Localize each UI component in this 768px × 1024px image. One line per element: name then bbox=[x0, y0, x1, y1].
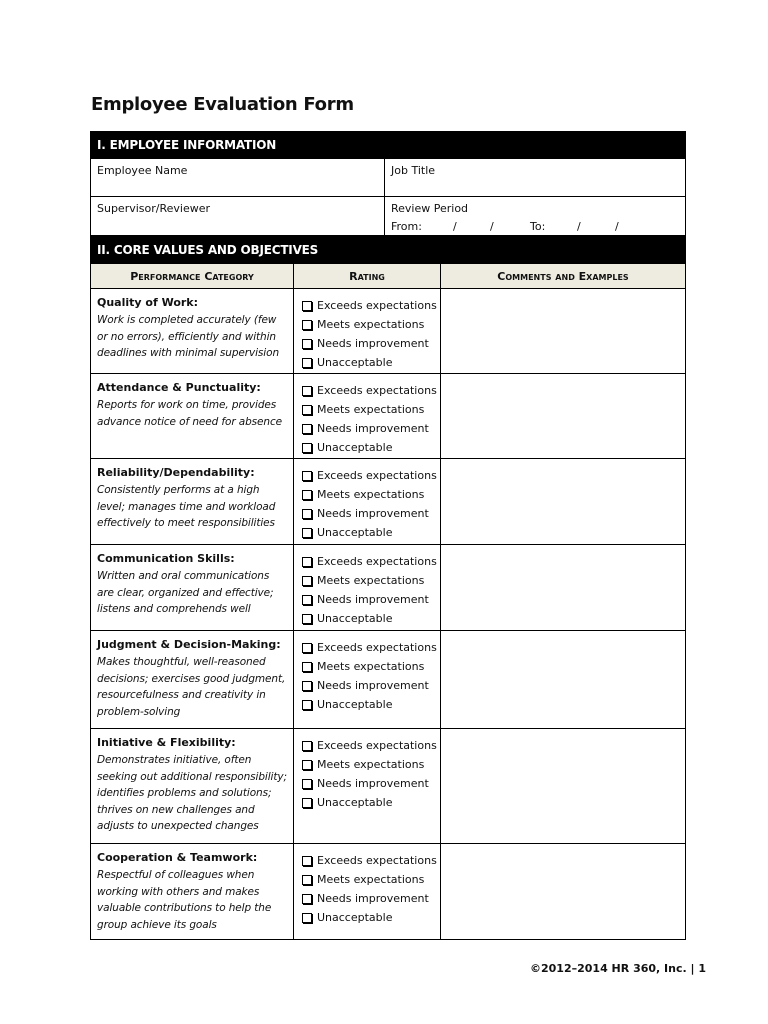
comments-cell[interactable] bbox=[441, 459, 685, 544]
category-rows bbox=[90, 289, 686, 940]
to-slash-1: / bbox=[577, 220, 581, 233]
review-period-field[interactable] bbox=[385, 197, 685, 235]
category-description: Makes thoughtful, well-reasoned decisions; exercises good judgment, resourcefulness and creativity in problem-solving bbox=[97, 656, 286, 718]
checkbox-icon[interactable] bbox=[302, 358, 312, 368]
performance-category-cell bbox=[91, 844, 294, 939]
category-description: Work is completed accurately (few or no errors), efficiently and within deadlines with minimal supervision bbox=[97, 314, 279, 359]
employee-name-label: Employee Name bbox=[97, 164, 188, 177]
rating-option-label: Needs improvement bbox=[317, 777, 429, 790]
category-description: Consistently performs at a high level; manages time and workload effectively to meet responsibilities bbox=[97, 484, 276, 529]
category-title: Cooperation & Teamwork: bbox=[97, 851, 258, 864]
rating-option[interactable] bbox=[302, 590, 440, 609]
checkbox-icon[interactable] bbox=[302, 662, 312, 672]
category-description: Written and oral communications are clear, organized and effective; listens and comprehends well bbox=[97, 570, 274, 615]
rating-option-label: Exceeds expectations bbox=[317, 299, 437, 312]
table-row bbox=[90, 844, 686, 940]
section-employee-information-heading: I. EMPLOYEE INFORMATION bbox=[90, 131, 686, 159]
rating-option-label: Exceeds expectations bbox=[317, 641, 437, 654]
rating-option[interactable] bbox=[302, 851, 440, 870]
table-row bbox=[90, 289, 686, 374]
checkbox-icon[interactable] bbox=[302, 528, 312, 538]
review-period-label: Review Period bbox=[391, 202, 469, 215]
rating-option[interactable] bbox=[302, 908, 440, 927]
comments-cell[interactable] bbox=[441, 374, 685, 458]
rating-option-label: Meets expectations bbox=[317, 318, 425, 331]
rating-cell bbox=[294, 631, 441, 728]
category-title: Judgment & Decision-Making: bbox=[97, 638, 281, 651]
rating-option[interactable] bbox=[302, 400, 440, 419]
checkbox-icon[interactable] bbox=[302, 700, 312, 710]
rating-option-label: Meets expectations bbox=[317, 660, 425, 673]
info-row-supervisor-period bbox=[90, 197, 686, 236]
checkbox-icon[interactable] bbox=[302, 681, 312, 691]
rating-option-label: Exceeds expectations bbox=[317, 555, 437, 568]
supervisor-field[interactable] bbox=[91, 197, 385, 235]
rating-option-label: Unacceptable bbox=[317, 612, 393, 625]
rating-option-label: Unacceptable bbox=[317, 911, 393, 924]
from-slash-1: / bbox=[453, 220, 457, 233]
rating-cell bbox=[294, 374, 441, 458]
performance-category-cell bbox=[91, 289, 294, 373]
performance-category-cell bbox=[91, 545, 294, 630]
rating-option-label: Needs improvement bbox=[317, 422, 429, 435]
rating-option[interactable] bbox=[302, 657, 440, 676]
checkbox-icon[interactable] bbox=[302, 894, 312, 904]
from-label: From: bbox=[391, 220, 422, 233]
performance-category-cell bbox=[91, 459, 294, 544]
checkbox-icon[interactable] bbox=[302, 595, 312, 605]
footer-copyright: ©2012–2014 HR 360, Inc. | 1 bbox=[530, 962, 706, 975]
rating-cell bbox=[294, 729, 441, 843]
checkbox-icon[interactable] bbox=[302, 339, 312, 349]
rating-cell bbox=[294, 289, 441, 373]
rating-option[interactable] bbox=[302, 755, 440, 774]
table-row bbox=[90, 459, 686, 545]
rating-option-label: Unacceptable bbox=[317, 698, 393, 711]
rating-option-label: Unacceptable bbox=[317, 441, 393, 454]
rating-option-label: Unacceptable bbox=[317, 526, 393, 539]
rating-cell bbox=[294, 545, 441, 630]
supervisor-label: Supervisor/Reviewer bbox=[97, 202, 211, 215]
job-title-field[interactable] bbox=[385, 159, 685, 196]
checkbox-icon[interactable] bbox=[302, 301, 312, 311]
job-title-label: Job Title bbox=[391, 164, 436, 177]
to-slash-2: / bbox=[615, 220, 619, 233]
category-title: Communication Skills: bbox=[97, 552, 235, 565]
checkbox-icon[interactable] bbox=[302, 424, 312, 434]
rating-option-label: Meets expectations bbox=[317, 574, 425, 587]
rating-option[interactable] bbox=[302, 334, 440, 353]
comments-cell[interactable] bbox=[441, 545, 685, 630]
category-title: Initiative & Flexibility: bbox=[97, 736, 236, 749]
rating-option[interactable] bbox=[302, 609, 440, 628]
rating-option[interactable] bbox=[302, 774, 440, 793]
table-row bbox=[90, 374, 686, 459]
checkbox-icon[interactable] bbox=[302, 875, 312, 885]
rating-option-label: Meets expectations bbox=[317, 873, 425, 886]
rating-option[interactable] bbox=[302, 695, 440, 714]
checkbox-icon[interactable] bbox=[302, 509, 312, 519]
checkbox-icon[interactable] bbox=[302, 798, 312, 808]
rating-option-label: Needs improvement bbox=[317, 593, 429, 606]
rating-option[interactable] bbox=[302, 552, 440, 571]
rating-option[interactable] bbox=[302, 419, 440, 438]
checkbox-icon[interactable] bbox=[302, 741, 312, 751]
review-period-dates bbox=[391, 220, 679, 233]
rating-option-label: Needs improvement bbox=[317, 679, 429, 692]
rating-option[interactable] bbox=[302, 676, 440, 695]
column-header-rating: Rating bbox=[294, 264, 441, 288]
rating-option[interactable] bbox=[302, 438, 440, 457]
rating-option-label: Meets expectations bbox=[317, 758, 425, 771]
to-label: To: bbox=[530, 220, 546, 233]
rating-option[interactable] bbox=[302, 381, 440, 400]
performance-category-cell bbox=[91, 631, 294, 728]
rating-option-label: Meets expectations bbox=[317, 403, 425, 416]
page-title: Employee Evaluation Form bbox=[91, 94, 354, 115]
rating-option[interactable] bbox=[302, 353, 440, 372]
rating-option-label: Needs improvement bbox=[317, 507, 429, 520]
checkbox-icon[interactable] bbox=[302, 614, 312, 624]
checkbox-icon[interactable] bbox=[302, 443, 312, 453]
column-header-performance-category: Performance Category bbox=[91, 264, 294, 288]
column-header-comments: Comments and Examples bbox=[497, 269, 629, 283]
checkbox-icon[interactable] bbox=[302, 913, 312, 923]
info-row-name-title bbox=[90, 159, 686, 197]
rating-option[interactable] bbox=[302, 315, 440, 334]
rating-option[interactable] bbox=[302, 638, 440, 657]
rating-option[interactable] bbox=[302, 889, 440, 908]
table-header-row bbox=[90, 264, 686, 289]
rating-cell bbox=[294, 844, 441, 939]
rating-option-label: Exceeds expectations bbox=[317, 739, 437, 752]
rating-option[interactable] bbox=[302, 736, 440, 755]
rating-option-label: Meets expectations bbox=[317, 488, 425, 501]
from-slash-2: / bbox=[490, 220, 494, 233]
comments-cell[interactable] bbox=[441, 289, 685, 373]
checkbox-icon[interactable] bbox=[302, 643, 312, 653]
comments-cell[interactable] bbox=[441, 844, 685, 939]
rating-option-label: Exceeds expectations bbox=[317, 384, 437, 397]
evaluation-form bbox=[90, 131, 686, 940]
section-core-values-heading: II. CORE VALUES AND OBJECTIVES bbox=[90, 236, 686, 264]
performance-category-cell bbox=[91, 729, 294, 843]
category-title: Quality of Work: bbox=[97, 296, 199, 309]
table-row bbox=[90, 729, 686, 844]
rating-option-label: Needs improvement bbox=[317, 337, 429, 350]
checkbox-icon[interactable] bbox=[302, 856, 312, 866]
rating-option[interactable] bbox=[302, 793, 440, 812]
checkbox-icon[interactable] bbox=[302, 557, 312, 567]
checkbox-icon[interactable] bbox=[302, 760, 312, 770]
rating-option[interactable] bbox=[302, 466, 440, 485]
category-description: Respectful of colleagues when working with others and makes valuable contributions to help the group achieve its goals bbox=[97, 869, 272, 931]
comments-cell[interactable] bbox=[441, 631, 685, 728]
rating-option-label: Exceeds expectations bbox=[317, 854, 437, 867]
checkbox-icon[interactable] bbox=[302, 779, 312, 789]
category-description: Reports for work on time, provides advance notice of need for absence bbox=[97, 399, 282, 428]
category-title: Attendance & Punctuality: bbox=[97, 381, 261, 394]
performance-category-cell bbox=[91, 374, 294, 458]
employee-name-field[interactable] bbox=[91, 159, 385, 196]
checkbox-icon[interactable] bbox=[302, 471, 312, 481]
rating-option-label: Needs improvement bbox=[317, 892, 429, 905]
checkbox-icon[interactable] bbox=[302, 386, 312, 396]
rating-option[interactable] bbox=[302, 523, 440, 542]
rating-option-label: Unacceptable bbox=[317, 356, 393, 369]
rating-option[interactable] bbox=[302, 504, 440, 523]
category-description: Demonstrates initiative, often seeking out additional responsibility; identifies problems and solutions; thrives on new challenges and adjusts to unexpected changes bbox=[97, 754, 287, 832]
rating-option-label: Unacceptable bbox=[317, 796, 393, 809]
comments-cell[interactable] bbox=[441, 729, 685, 843]
checkbox-icon[interactable] bbox=[302, 405, 312, 415]
rating-option-label: Exceeds expectations bbox=[317, 469, 437, 482]
checkbox-icon[interactable] bbox=[302, 490, 312, 500]
rating-option[interactable] bbox=[302, 485, 440, 504]
rating-cell bbox=[294, 459, 441, 544]
table-row bbox=[90, 545, 686, 631]
table-row bbox=[90, 631, 686, 729]
rating-option[interactable] bbox=[302, 571, 440, 590]
checkbox-icon[interactable] bbox=[302, 576, 312, 586]
checkbox-icon[interactable] bbox=[302, 320, 312, 330]
rating-option[interactable] bbox=[302, 296, 440, 315]
rating-option[interactable] bbox=[302, 870, 440, 889]
category-title: Reliability/Dependability: bbox=[97, 466, 255, 479]
